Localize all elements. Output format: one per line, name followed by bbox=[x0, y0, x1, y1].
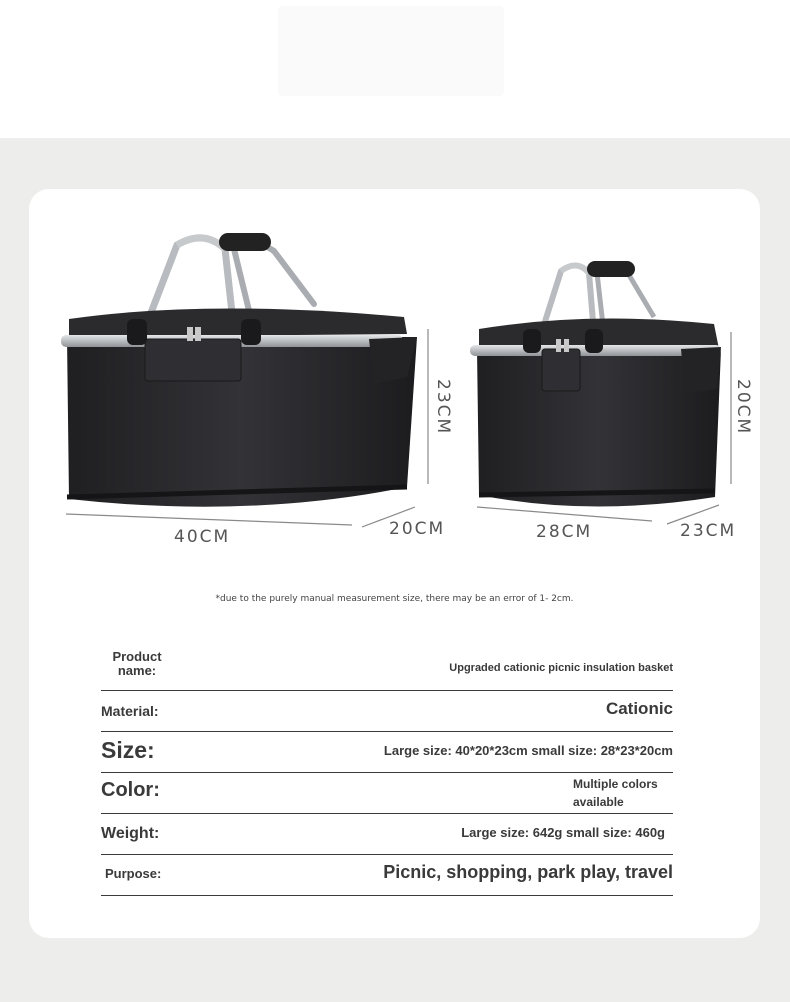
product-card bbox=[29, 189, 760, 938]
spec-row-product-name bbox=[101, 644, 673, 691]
faded-header-image bbox=[278, 6, 504, 96]
spec-label: Color: bbox=[101, 779, 160, 801]
measurement-note: *due to the purely manual measurement size, there may be an error of 1- 2cm. bbox=[215, 594, 574, 604]
spec-row-size bbox=[101, 732, 673, 773]
small-depth-dimension: 23CM bbox=[680, 521, 737, 541]
spec-row-material bbox=[101, 691, 673, 732]
spec-label: Size: bbox=[101, 737, 155, 763]
product-images bbox=[29, 189, 760, 569]
baskets-illustration bbox=[29, 189, 760, 569]
spec-value: Multiple colors available bbox=[573, 777, 658, 809]
spec-value: Cationic bbox=[605, 699, 673, 718]
spec-label: Material: bbox=[101, 703, 159, 719]
small-width-dimension: 28CM bbox=[536, 522, 593, 542]
spec-label: Product name: bbox=[112, 649, 162, 678]
spec-value: Upgraded cationic picnic insulation basket bbox=[449, 662, 673, 674]
spec-label: Purpose: bbox=[105, 866, 162, 881]
large-width-dimension: 40CM bbox=[174, 527, 231, 547]
spec-label: Weight: bbox=[101, 825, 160, 842]
large-depth-dimension: 20CM bbox=[389, 519, 446, 539]
small-basket-image bbox=[470, 261, 721, 507]
spec-table bbox=[101, 644, 673, 896]
large-height-dimension: 23CM bbox=[433, 379, 453, 436]
spec-value: Large size: 642g small size: 460g bbox=[461, 825, 665, 840]
spec-row-color bbox=[101, 773, 673, 814]
spec-value: Picnic, shopping, park play, travel bbox=[383, 862, 673, 882]
spec-value: Large size: 40*20*23cm small size: 28*23*20cm bbox=[383, 743, 673, 758]
small-height-dimension: 20CM bbox=[733, 379, 753, 436]
top-band bbox=[0, 0, 790, 138]
spec-row-weight bbox=[101, 814, 673, 855]
spec-row-purpose bbox=[101, 855, 673, 896]
large-basket-image bbox=[61, 233, 417, 507]
